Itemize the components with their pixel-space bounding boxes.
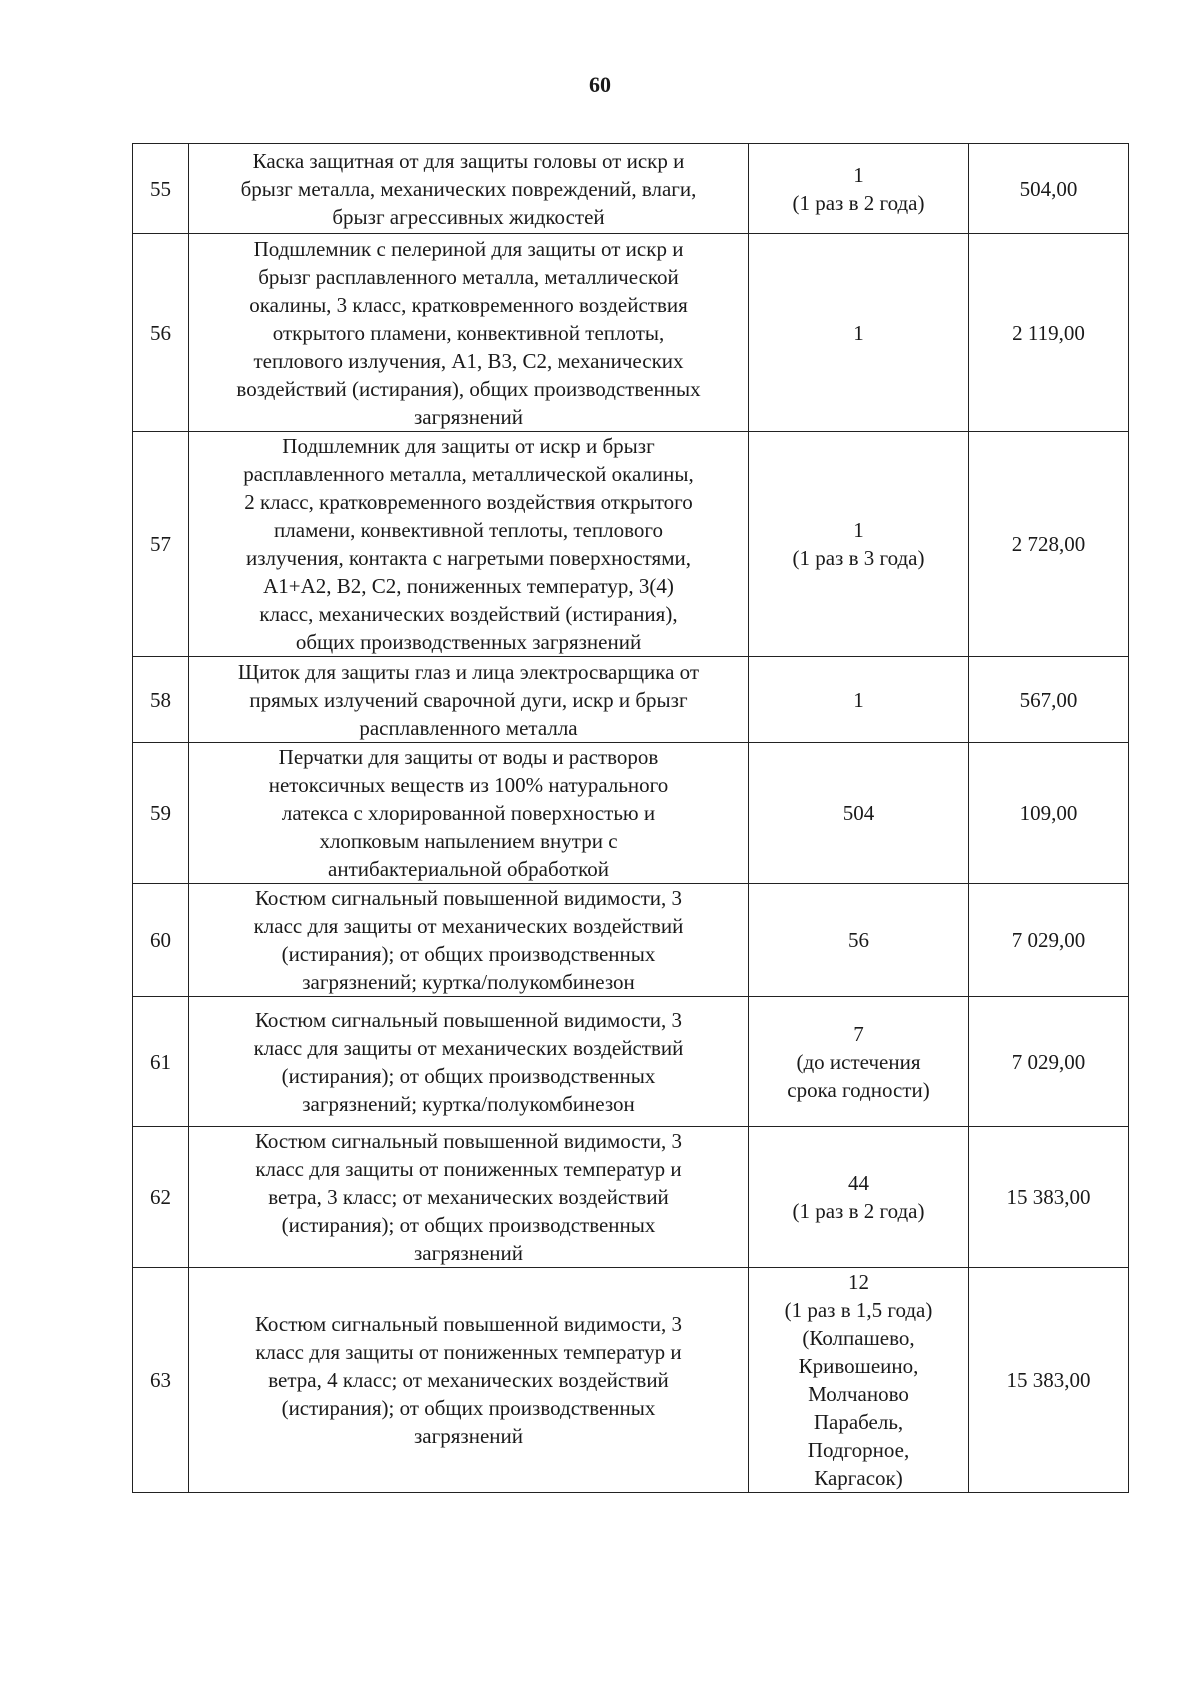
item-name-line: Каска защитная от для защиты головы от искр и bbox=[252, 148, 685, 173]
item-name-line: брызг металла, механических повреждений, влаги, bbox=[240, 176, 697, 201]
row-number: 60 bbox=[133, 884, 189, 997]
item-price: 15 383,00 bbox=[969, 1268, 1129, 1493]
row-number: 61 bbox=[133, 997, 189, 1127]
item-quantity bbox=[749, 1268, 969, 1493]
item-name-line: окалины, 3 класс, кратковременного воздействия bbox=[249, 292, 688, 317]
row-number: 56 bbox=[133, 234, 189, 432]
table-row bbox=[133, 657, 1129, 743]
item-quantity-line: 1 bbox=[853, 518, 864, 542]
item-name bbox=[189, 997, 749, 1127]
item-quantity-line: (до истечения bbox=[796, 1049, 921, 1074]
item-name-line: излучения, контакта с нагретыми поверхностями, bbox=[246, 546, 691, 570]
item-name-line: ветра, 3 класс; от механических воздействий bbox=[268, 1185, 669, 1209]
item-name-line: (истирания); от общих производственных bbox=[281, 1213, 656, 1237]
item-name bbox=[189, 884, 749, 997]
item-name bbox=[189, 144, 749, 234]
item-price: 567,00 bbox=[969, 657, 1129, 743]
table-row bbox=[133, 432, 1129, 657]
row-number: 58 bbox=[133, 657, 189, 743]
item-name-line: класс для защиты от пониженных температур и bbox=[255, 1157, 682, 1181]
item-name-line: расплавленного металла bbox=[359, 715, 578, 740]
item-name-line: (истирания); от общих производственных bbox=[281, 1063, 656, 1088]
item-quantity-line: 1 bbox=[853, 320, 864, 345]
table-row bbox=[133, 884, 1129, 997]
item-name-line: брызг расплавленного металла, металлической bbox=[258, 264, 679, 289]
table-row bbox=[133, 234, 1129, 432]
item-quantity bbox=[749, 1127, 969, 1268]
item-price: 7 029,00 bbox=[969, 884, 1129, 997]
row-number: 59 bbox=[133, 743, 189, 884]
item-quantity-line: (Колпашево, bbox=[802, 1326, 915, 1350]
table-body bbox=[133, 144, 1129, 1493]
table-row bbox=[133, 1127, 1129, 1268]
item-name-line: антибактериальной обработкой bbox=[328, 857, 609, 881]
item-name-line: открытого пламени, конвективной теплоты, bbox=[272, 320, 665, 345]
row-number: 57 bbox=[133, 432, 189, 657]
item-name-line: хлопковым напылением внутри с bbox=[319, 829, 618, 853]
item-quantity-line: 504 bbox=[842, 801, 875, 825]
item-name bbox=[189, 432, 749, 657]
item-name bbox=[189, 1268, 749, 1493]
item-quantity-line: 44 bbox=[848, 1171, 869, 1195]
table-row bbox=[133, 997, 1129, 1127]
item-name bbox=[189, 234, 749, 432]
item-name-line: Костюм сигнальный повышенной видимости, 3 bbox=[254, 1129, 683, 1153]
item-quantity-line: Каргасок) bbox=[814, 1466, 903, 1490]
item-quantity-line: (1 раз в 2 года) bbox=[792, 190, 925, 215]
item-name-line: брызг агрессивных жидкостей bbox=[332, 204, 605, 229]
item-quantity bbox=[749, 234, 969, 432]
item-price: 2 119,00 bbox=[969, 234, 1129, 432]
item-name-line: класс для защиты от механических воздействий bbox=[253, 914, 684, 938]
item-quantity-line: (1 раз в 2 года) bbox=[792, 1199, 925, 1223]
item-name-line: класс для защиты от механических воздействий bbox=[253, 1035, 684, 1060]
row-number: 62 bbox=[133, 1127, 189, 1268]
item-quantity bbox=[749, 432, 969, 657]
item-name-line: прямых излучений сварочной дуги, искр и брызг bbox=[249, 687, 688, 712]
table-row bbox=[133, 144, 1129, 234]
item-quantity bbox=[749, 144, 969, 234]
item-price: 109,00 bbox=[969, 743, 1129, 884]
item-name-line: Щиток для защиты глаз и лица электросварщика от bbox=[237, 659, 700, 684]
row-number: 63 bbox=[133, 1268, 189, 1493]
item-name-line: Костюм сигнальный повышенной видимости, 3 bbox=[254, 1007, 683, 1032]
item-name-line: теплового излучения, А1, В3, С2, механических bbox=[253, 348, 684, 373]
item-quantity-line: Подгорное, bbox=[807, 1438, 910, 1462]
table-row bbox=[133, 743, 1129, 884]
table-row bbox=[133, 1268, 1129, 1493]
item-name-line: Подшлемник с пелериной для защиты от искр и bbox=[253, 236, 684, 261]
item-name bbox=[189, 1127, 749, 1268]
item-quantity-line: 56 bbox=[848, 928, 869, 952]
item-name-line: загрязнений bbox=[414, 404, 523, 429]
item-quantity-line: (1 раз в 3 года) bbox=[792, 546, 925, 570]
item-name-line: расплавленного металла, металлической окалины, bbox=[243, 462, 694, 486]
item-name-line: общих производственных загрязнений bbox=[295, 630, 642, 654]
page-number: 60 bbox=[589, 72, 611, 97]
item-name-line: загрязнений bbox=[414, 1424, 523, 1448]
item-name-line: Подшлемник для защиты от искр и брызг bbox=[282, 434, 655, 458]
item-name bbox=[189, 743, 749, 884]
item-name-line: нетоксичных веществ из 100% натурального bbox=[268, 773, 669, 797]
item-quantity-line: Молчаново bbox=[808, 1382, 909, 1406]
item-price: 7 029,00 bbox=[969, 997, 1129, 1127]
item-name-line: латекса с хлорированной поверхностью и bbox=[281, 801, 656, 825]
item-quantity-line: (1 раз в 1,5 года) bbox=[784, 1298, 933, 1322]
item-name-line: (истирания); от общих производственных bbox=[281, 1396, 656, 1420]
item-name-line: класс для защиты от пониженных температур и bbox=[255, 1340, 682, 1364]
item-quantity bbox=[749, 997, 969, 1127]
item-quantity bbox=[749, 743, 969, 884]
item-name-line: Костюм сигнальный повышенной видимости, 3 bbox=[254, 1312, 683, 1336]
item-name-line: Костюм сигнальный повышенной видимости, 3 bbox=[254, 886, 683, 910]
item-name-line: Перчатки для защиты от воды и растворов bbox=[278, 745, 659, 769]
item-name-line: загрязнений; куртка/полукомбинезон bbox=[302, 970, 635, 994]
item-quantity bbox=[749, 884, 969, 997]
item-name bbox=[189, 657, 749, 743]
item-name-line: класс, механических воздействий (истирания), bbox=[259, 602, 678, 626]
item-price: 15 383,00 bbox=[969, 1127, 1129, 1268]
item-name-line: ветра, 4 класс; от механических воздействий bbox=[268, 1368, 669, 1392]
item-quantity-line: Парабель, bbox=[813, 1410, 904, 1434]
item-price: 504,00 bbox=[969, 144, 1129, 234]
items-table bbox=[132, 143, 1129, 1493]
item-price: 2 728,00 bbox=[969, 432, 1129, 657]
item-name-line: загрязнений; куртка/полукомбинезон bbox=[302, 1091, 635, 1116]
item-quantity bbox=[749, 657, 969, 743]
item-quantity-line: срока годности) bbox=[787, 1077, 930, 1102]
item-quantity-line: Кривошеино, bbox=[798, 1354, 919, 1378]
item-name-line: 2 класс, кратковременного воздействия открытого bbox=[244, 490, 693, 514]
item-name-line: воздействий (истирания), общих производственных bbox=[236, 376, 701, 401]
item-quantity-line: 7 bbox=[853, 1021, 864, 1046]
item-name-line: А1+А2, В2, С2, пониженных температур, 3(4) bbox=[263, 574, 674, 598]
item-quantity-line: 12 bbox=[848, 1270, 869, 1294]
item-name-line: пламени, конвективной теплоты, теплового bbox=[274, 518, 663, 542]
item-name-line: (истирания); от общих производственных bbox=[281, 942, 656, 966]
row-number: 55 bbox=[133, 144, 189, 234]
item-quantity-line: 1 bbox=[853, 687, 864, 712]
item-name-line: загрязнений bbox=[414, 1241, 523, 1265]
item-quantity-line: 1 bbox=[853, 162, 864, 187]
